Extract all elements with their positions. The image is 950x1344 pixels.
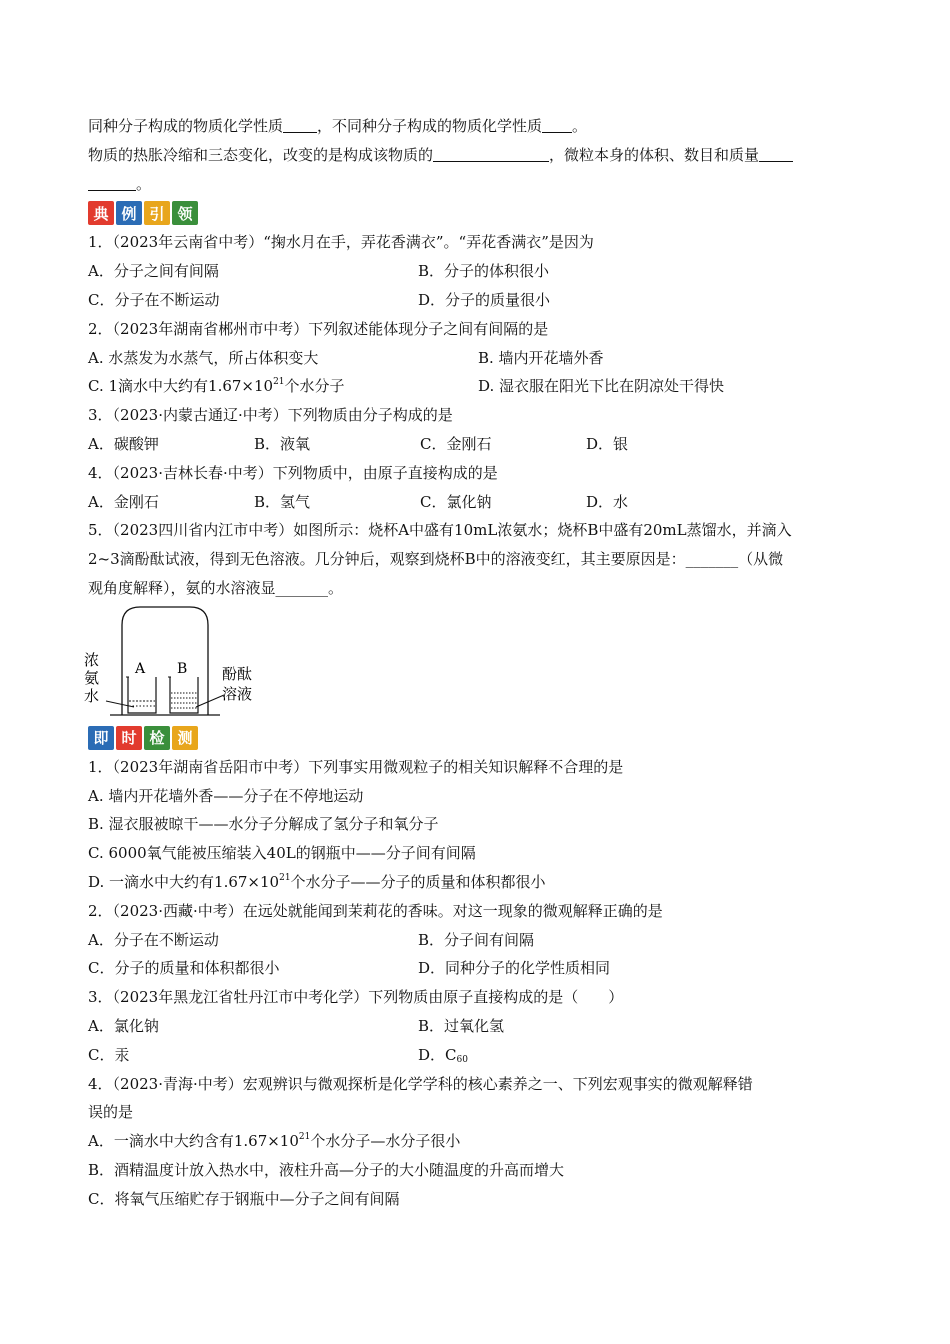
intro-text: ，不同种分子构成的物质化学性质: [317, 117, 543, 135]
document-page: [84, 112, 858, 1214]
option-c: C. 6000氧气能被压缩装入40L的钢瓶中——分子间有间隔: [88, 844, 476, 863]
section-badge: 引: [144, 201, 170, 225]
option-d: D．银: [586, 434, 629, 453]
bell-jar-diagram: [84, 603, 284, 723]
answer-blank: [433, 145, 549, 162]
option-d: D．分子的质量很小: [418, 290, 551, 309]
option-d: D. 湿衣服在阳光下比在阴凉处干得快: [478, 377, 725, 396]
beaker-figure: [84, 603, 858, 723]
answer-blank: [759, 145, 793, 162]
intro-line-1: [88, 112, 858, 141]
option-b: B．分子间有间隔: [418, 930, 535, 949]
question-stem: 误的是: [88, 1103, 134, 1122]
option-row: [88, 488, 858, 517]
option-row: [88, 372, 858, 401]
intro-line-3: [88, 170, 858, 199]
answer-blank: [542, 116, 572, 133]
question-stem: 1．（2023年湖南省岳阳市中考）下列事实用微观粒子的相关知识解释不合理的是: [88, 757, 624, 776]
intro-text: ，微粒本身的体积、数目和质量: [549, 145, 760, 164]
intro-text: 物质的热胀冷缩和三态变化，改变的是构成该物质的: [88, 145, 434, 164]
section-badge: 典: [88, 201, 114, 225]
intro-text: 。: [136, 174, 152, 193]
section-badge: 领: [172, 201, 198, 225]
question-stem: 3．（2023·内蒙古通辽·中考）下列物质由分子构成的是: [88, 406, 453, 425]
beaker-a: [126, 661, 156, 713]
question-stem: 2．（2023年湖南省郴州市中考）下列叙述能体现分子之间有间隔的是: [88, 319, 549, 338]
option-row: [88, 1041, 858, 1070]
option-b: B．氢气: [254, 492, 311, 511]
option-b: B．酒精温度计放入热水中，液柱升高—分子的大小随温度的升高而增大: [88, 1160, 565, 1179]
option-row: [88, 1012, 858, 1041]
option-a: A．碳酸钾: [88, 434, 159, 453]
section-badge: 时: [116, 726, 142, 750]
option-c: C. 1滴水中大约有$1.67\times 10^{21}$个水分子: [88, 377, 345, 396]
option-d: D. 一滴水中大约有$1.67\times 10^{21}$个水分子——分子的质量和体积都很小: [88, 872, 546, 891]
question-stem: 4．（2023·青海·中考）宏观辨识与微观探析是化学学科的核心素养之一、下列宏观事实的微观解释错: [88, 1074, 753, 1093]
figure-label-right: 酚酞: [222, 664, 253, 683]
intro-line-2: [88, 141, 858, 170]
beaker-b: [168, 661, 198, 713]
section-badge: 即: [88, 726, 114, 750]
question-stem: 观角度解释），氨的水溶液显_______。: [88, 578, 344, 597]
figure-label-left: 氨: [84, 668, 100, 687]
option-a: A．金刚石: [88, 492, 159, 511]
option-a: A. 墙内开花墙外香——分子在不停地运动: [88, 786, 364, 805]
option-row: [88, 926, 858, 955]
option-b: B．液氧: [254, 434, 311, 453]
option-a: A. 水蒸发为水蒸气，所占体积变大: [88, 348, 319, 367]
option-row: [88, 954, 858, 983]
question-stem: 1．（2023年云南省中考）“掬水月在手，弄花香满衣”。“弄花香满衣”是因为: [88, 233, 594, 252]
question-stem: 4．（2023·吉林长春·中考）下列物质中，由原子直接构成的是: [88, 463, 498, 482]
intro-text: 。: [572, 117, 588, 135]
option-a: A．氯化钠: [88, 1016, 159, 1035]
option-b: B. 湿衣服被晾干——水分子分解成了氢分子和氧分子: [88, 815, 439, 834]
question-stem: 5．（2023四川省内江市中考）如图所示：烧杯A中盛有10mL浓氨水；烧杯B中盛有20mL蒸馏水，并滴入: [88, 521, 792, 540]
option-c: C．氯化钠: [420, 492, 492, 511]
question-stem: 2．（2023·西藏·中考）在远处就能闻到茉莉花的香味。对这一现象的微观解释正确的是: [88, 901, 663, 920]
beaker-b-label: B: [177, 660, 188, 677]
section-badge: 测: [172, 726, 198, 750]
option-row: [88, 286, 858, 315]
answer-blank: [283, 116, 317, 133]
option-d: D．水: [586, 492, 629, 511]
figure-label-left: 水: [84, 686, 100, 705]
option-a: A．一滴水中大约含有$1.67\times 10^{21}$个水分子—水分子很小: [88, 1132, 461, 1151]
answer-blank: [88, 174, 136, 191]
question-stem: 2~3滴酚酞试液，得到无色溶液。几分钟后，观察到烧杯B中的溶液变红，其主要原因是：_______（从微: [88, 550, 784, 569]
option-row: [88, 344, 858, 373]
option-b: B．过氧化氢: [418, 1016, 505, 1035]
option-c: C．分子在不断运动: [88, 290, 220, 309]
option-d: D．同种分子的化学性质相同: [418, 959, 611, 978]
section-header-tests: [88, 725, 858, 751]
intro-text: 同种分子构成的物质化学性质: [88, 117, 284, 135]
section-header-examples: [88, 200, 858, 226]
figure-label-left: 浓: [84, 650, 100, 669]
option-a: A．分子在不断运动: [88, 930, 219, 949]
beaker-a-label: A: [135, 660, 146, 677]
option-b: B. 墙内开花墙外香: [478, 348, 604, 367]
option-c: C．分子的质量和体积都很小: [88, 959, 280, 978]
option-a: A．分子之间有间隔: [88, 262, 219, 281]
option-c: C．金刚石: [420, 434, 492, 453]
section-badge: 例: [116, 201, 142, 225]
option-c: C．汞: [88, 1045, 130, 1064]
option-row: [88, 430, 858, 459]
option-c: C．将氧气压缩贮存于钢瓶中—分子之间有间隔: [88, 1189, 400, 1208]
option-row: [88, 257, 858, 286]
option-b: B．分子的体积很小: [418, 262, 550, 281]
question-stem: 3．（2023年黑龙江省牡丹江市中考化学）下列物质由原子直接构成的是（ ）: [88, 988, 624, 1007]
section-badge: 检: [144, 726, 170, 750]
option-d: D．$C_{60}$: [418, 1045, 468, 1065]
figure-label-right: 溶液: [222, 684, 253, 703]
